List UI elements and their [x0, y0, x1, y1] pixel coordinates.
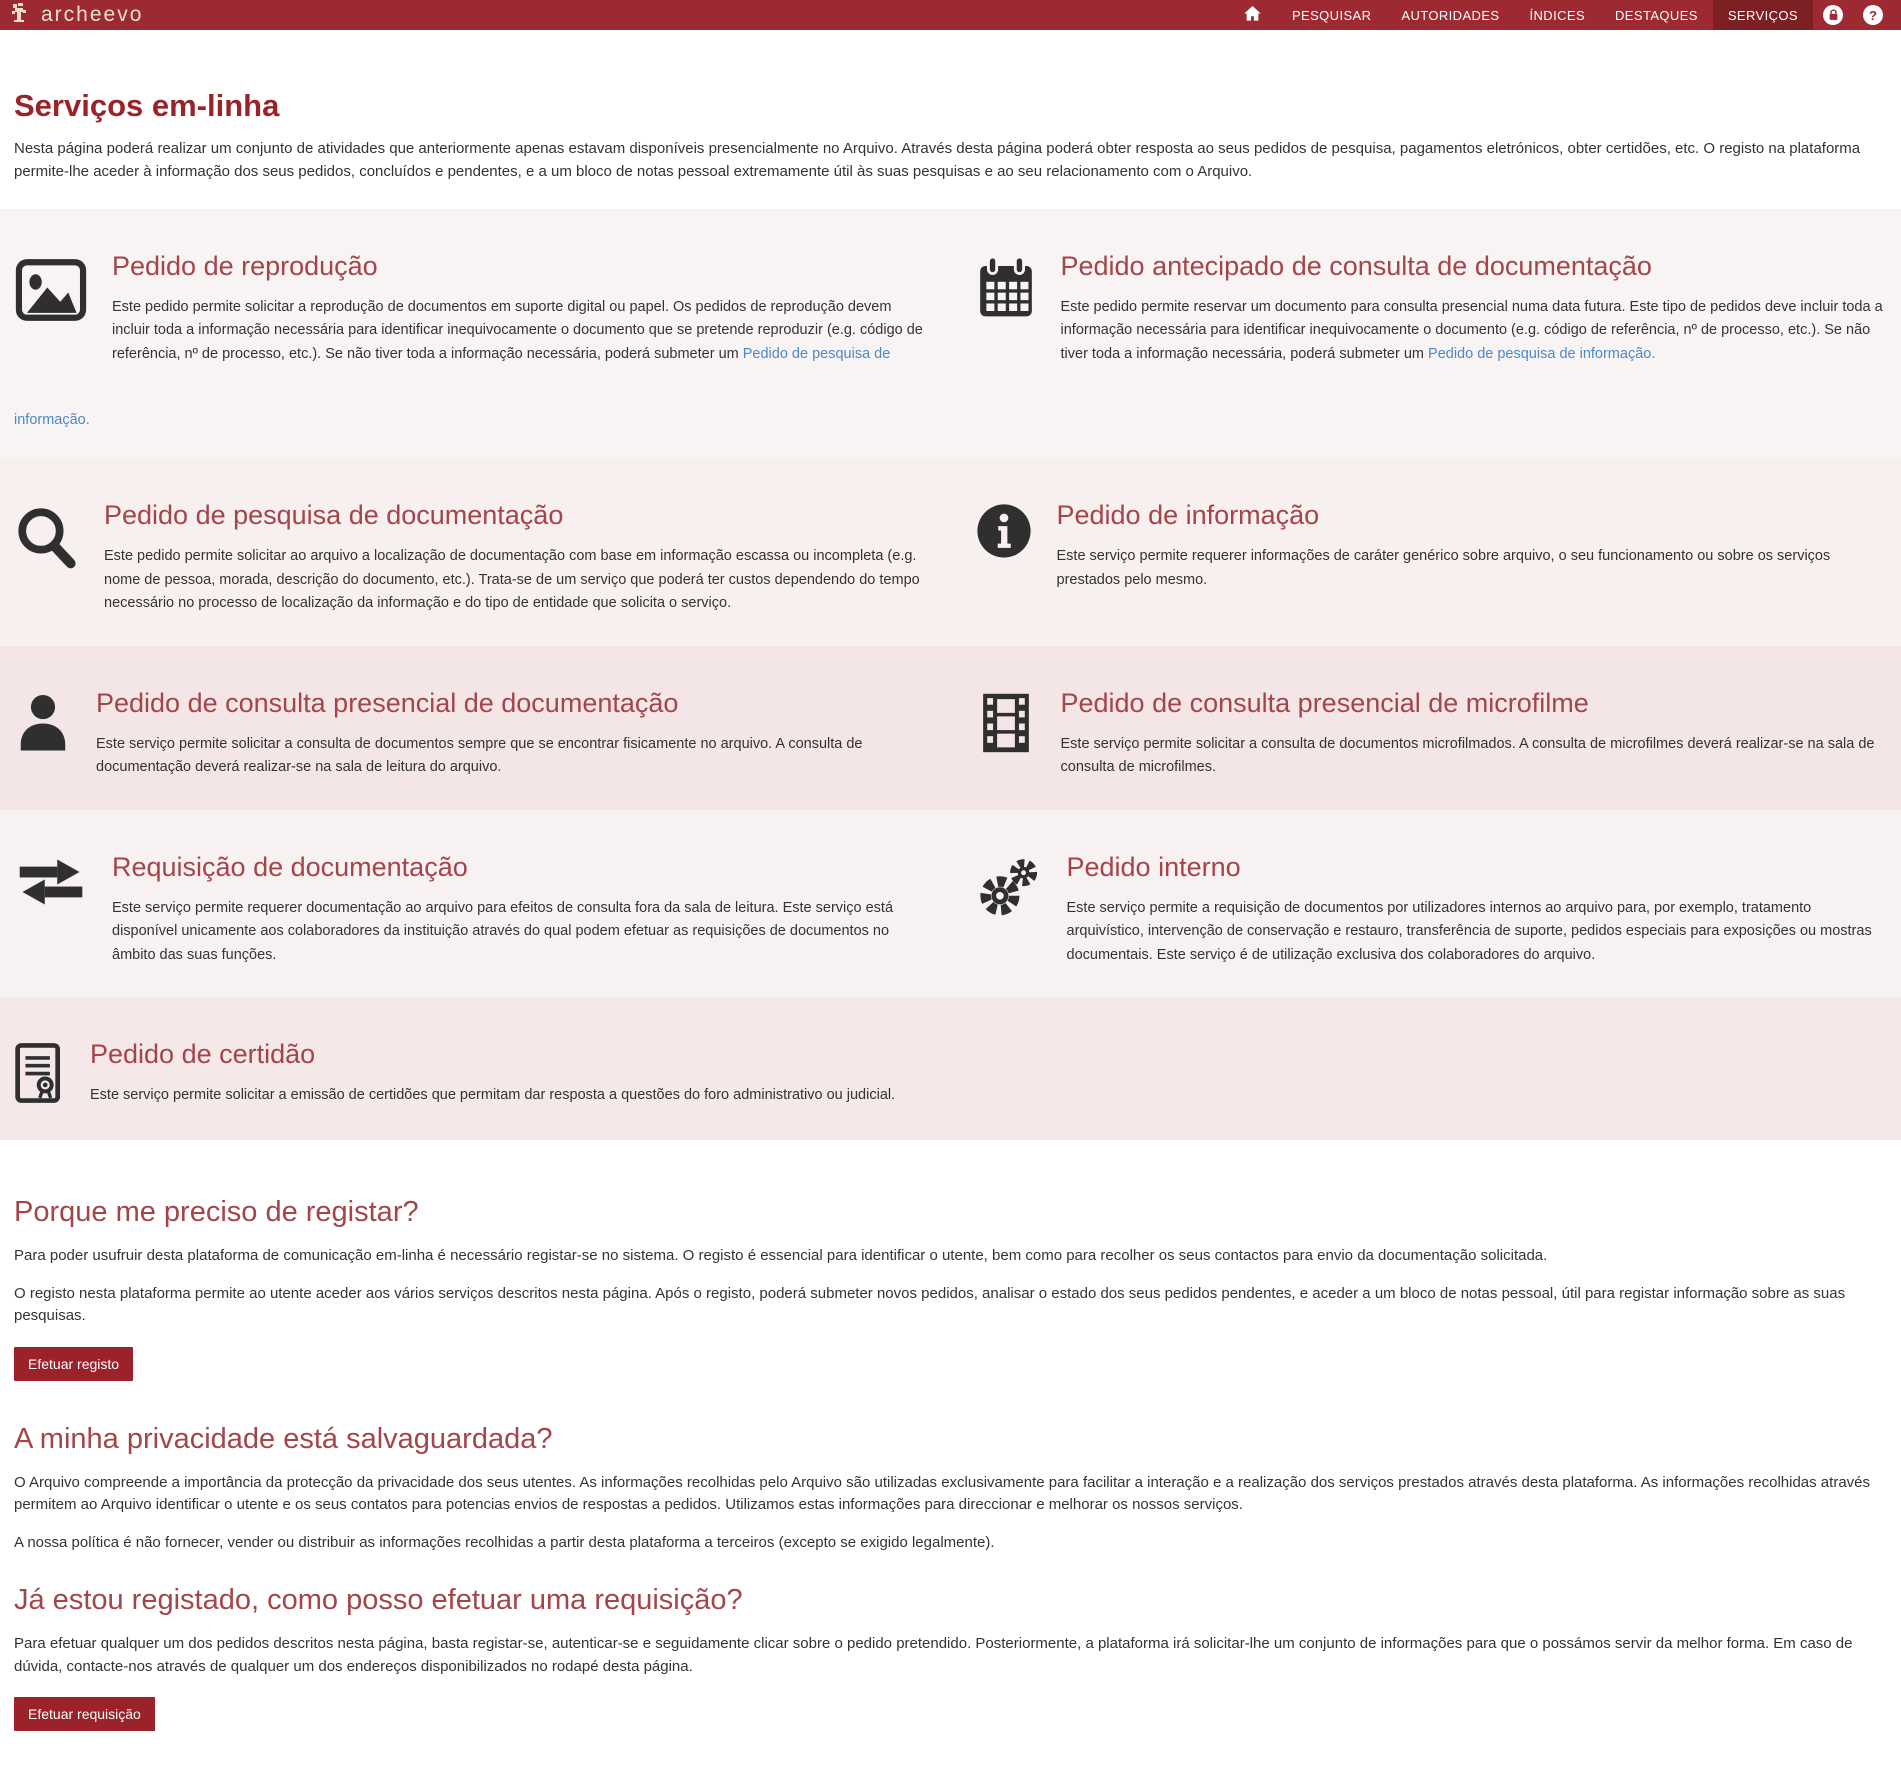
faq-heading-requisicao: Já estou registado, como posso efetuar uma requisição? [14, 1584, 743, 1617]
nav-pesquisar[interactable]: PESQUISAR [1291, 7, 1372, 23]
service-card-microfilme [975, 688, 1888, 780]
service-card-consulta-presencial [14, 688, 927, 780]
brand-logo[interactable] [10, 0, 143, 30]
faq-paragraph: Para poder usufruir desta plataforma de comunicação em-linha é necessário registar-se no sistema. O registo é essencial para identificar o utente, bem como para recolher os seus contactos para envio da documentação solicitada. [14, 1247, 1548, 1265]
service-description: Este serviço permite requerer informações de caráter genérico sobre arquivo, o seu funcionamento ou sobre os serviços prestados pelo mesmo. [1056, 548, 1831, 588]
service-card-pesquisa [14, 500, 927, 615]
faq-paragraph: Para efetuar qualquer um dos pedidos descritos nesta página, basta registar-se, autenticar-se e seguidamente clicar sobre o pedido pretendido. Posteriormente, a plataforma irá solicitar-lhe um conjunto de informações para que o possámos servir da melhor forma. Em caso de dúvida, contacte-nos através de qualquer um dos endereços disponibilizados no rodapé desta página. [14, 1635, 1853, 1675]
service-title[interactable]: Pedido de informação [1056, 500, 1320, 531]
info-icon [975, 500, 1033, 565]
brand-name: archeevo [41, 3, 144, 26]
service-description: Este pedido permite solicitar ao arquivo a localização de documentação com base em informação escassa ou incompleta (e.g. nome de pessoa, morada, descrição do documento, etc.). Trata-se de um serviço que poderá ter custos dependendo do tempo necessário no processo de localização da informação e do tipo de entidade que solicita o serviço. [104, 548, 920, 612]
nav-autoridades[interactable]: AUTORIDADES [1401, 7, 1500, 23]
nav-indices[interactable]: ÍNDICES [1529, 7, 1586, 23]
service-title[interactable]: Pedido de consulta presencial de documentação [96, 687, 679, 718]
help-button[interactable] [1853, 0, 1893, 30]
magnifier-icon [14, 500, 80, 577]
service-card-interno [975, 852, 1888, 967]
service-description: Este serviço permite solicitar a consulta de documentos microfilmados. A consulta de microfilmes deverá realizar-se na sala de consulta de microfilmes. [1060, 735, 1875, 776]
home-icon [1243, 4, 1262, 26]
calendar-icon [975, 251, 1037, 328]
service-title[interactable]: Pedido de consulta presencial de microfilme [1060, 687, 1589, 718]
service-description: Este serviço permite requerer documentação ao arquivo para efeitos de consulta fora da sala de leitura. Este serviço está disponível unicamente aos colaboradores da instituição através do qual podem efetuar as requisições de documentos no âmbito das suas funções. [112, 899, 894, 963]
nav-home[interactable] [1228, 0, 1277, 30]
service-row-4 [0, 810, 1901, 997]
image-icon [14, 251, 88, 332]
top-navbar [0, 0, 1901, 30]
service-row-5 [0, 997, 1901, 1140]
login-button[interactable] [1813, 0, 1853, 30]
certificate-icon [14, 1039, 66, 1110]
faq-paragraph: A nossa política é não fornecer, vender ou distribuir as informações recolhidas a partir desta plataforma a terceiros (excepto se exigido legalmente). [14, 1533, 995, 1551]
service-title[interactable]: Pedido interno [1066, 851, 1241, 882]
service-card-antecipado [975, 251, 1888, 366]
nav-servicos[interactable]: SERVIÇOS [1713, 0, 1813, 30]
service-description: Este pedido permite reservar um documento para consulta presencial numa data futura. Este tipo de pedidos deve incluir toda a informação necessária para identificar inequivocamente o documento (e.g. código de referência, nº de processo, etc.). Se não tiver toda a informação necessária, poderá submeter um [1060, 299, 1883, 362]
service-title[interactable]: Requisição de documentação [112, 851, 468, 882]
person-icon [14, 688, 72, 761]
service-description: Este pedido permite solicitar a reprodução de documentos em suporte digital ou papel. Os pedidos de reprodução devem incluir toda a informação necessária para identificar inequivocamente o documento que se pretende reproduzir (e.g. código de referência, nº de processo, etc.). Se não tiver toda a informação necessária, poderá submeter um [112, 299, 923, 362]
pesquisa-informacao-link-overflow[interactable]: informação. [14, 412, 90, 429]
faq-paragraph: O registo nesta plataforma permite ao utente aceder aos vários serviços descritos nesta página. Após o registo, poderá submeter novos pedidos, analisar o estado dos seus pedidos pendentes, e aceder a um bloco de notas pessoal, útil para registar informação sobre as suas pesquisas. [14, 1284, 1846, 1325]
main-nav [1228, 0, 1893, 30]
lock-icon [1823, 5, 1843, 25]
service-description: Este serviço permite a requisição de documentos por utilizadores internos ao arquivo para, por exemplo, tratamento arquivístico, intervenção de conservação e restauro, transferência de suporte, pedidos especiais para exposições ou mostras documentais. Este serviço é de utilização exclusiva dos colaboradores do arquivo. [1066, 899, 1872, 963]
page-intro: Nesta página poderá realizar um conjunto de atividades que anteriormente apenas estavam disponíveis presencialmente no Arquivo. Através desta página poderá obter resposta ao seus pedidos de pesquisa, pagamentos eletrónicos, obter certidões, etc. O registo na plataforma permite-lhe aceder à informação dos seus pedidos, concluídos e pendentes, e a um bloco de notas pessoal extremamente útil às suas pesquisas e ao seu relacionamento com o Arquivo. [14, 140, 1861, 180]
pesquisa-informacao-link[interactable]: Pedido de pesquisa de informação. [1428, 345, 1656, 362]
service-row-3 [0, 646, 1901, 810]
service-row-2 [0, 458, 1901, 645]
faq-paragraph: O Arquivo compreende a importância da protecção da privacidade dos seus utentes. As informações recolhidas pelo Arquivo são utilizadas exclusivamente para facilitar a interação e a realização dos serviços prestados através desta plataforma. As informações recolhidas através permitem ao Arquivo identificar o utente e os seus contatos para potencias envios de respostas a pedidos. Utilizamos estas informações para direccionar e melhorar os nossos serviços. [14, 1473, 1871, 1514]
faq-heading-registar: Porque me preciso de registar? [14, 1196, 419, 1229]
nav-destaques[interactable]: DESTAQUES [1615, 7, 1698, 23]
service-card-informacao [975, 500, 1888, 615]
pesquisa-informacao-link[interactable]: Pedido de pesquisa de [742, 345, 891, 362]
service-card-requisicao [14, 852, 927, 967]
service-title[interactable]: Pedido de certidão [90, 1039, 316, 1070]
service-title[interactable]: Pedido de reprodução [112, 251, 378, 281]
transfer-arrows-icon [14, 852, 88, 915]
page-title: Serviços em-linha [14, 88, 280, 123]
service-description: Este serviço permite solicitar a consulta de documentos sempre que se encontrar fisicamente no arquivo. A consulta de documentação deverá realizar-se na sala de leitura do arquivo. [96, 735, 863, 776]
service-description: Este serviço permite solicitar a emissão de certidões que permitam dar resposta a questões do foro administrativo ou judicial. [90, 1087, 896, 1104]
film-icon [975, 688, 1037, 761]
faq-heading-privacidade: A minha privacidade está salvaguardada? [14, 1422, 553, 1455]
help-icon: ? [1863, 5, 1883, 25]
service-title[interactable]: Pedido antecipado de consulta de documentação [1060, 251, 1652, 281]
efetuar-requisicao-button[interactable]: Efetuar requisição [14, 1697, 155, 1731]
efetuar-registo-button[interactable]: Efetuar registo [14, 1347, 133, 1381]
faq-section [0, 1140, 1901, 1769]
brand-icon [10, 2, 34, 29]
service-title[interactable]: Pedido de pesquisa de documentação [104, 500, 564, 531]
service-row-1 [0, 209, 1901, 458]
service-card-reproducao [14, 251, 927, 366]
service-card-certidao [14, 1039, 927, 1110]
gears-icon [975, 852, 1043, 925]
